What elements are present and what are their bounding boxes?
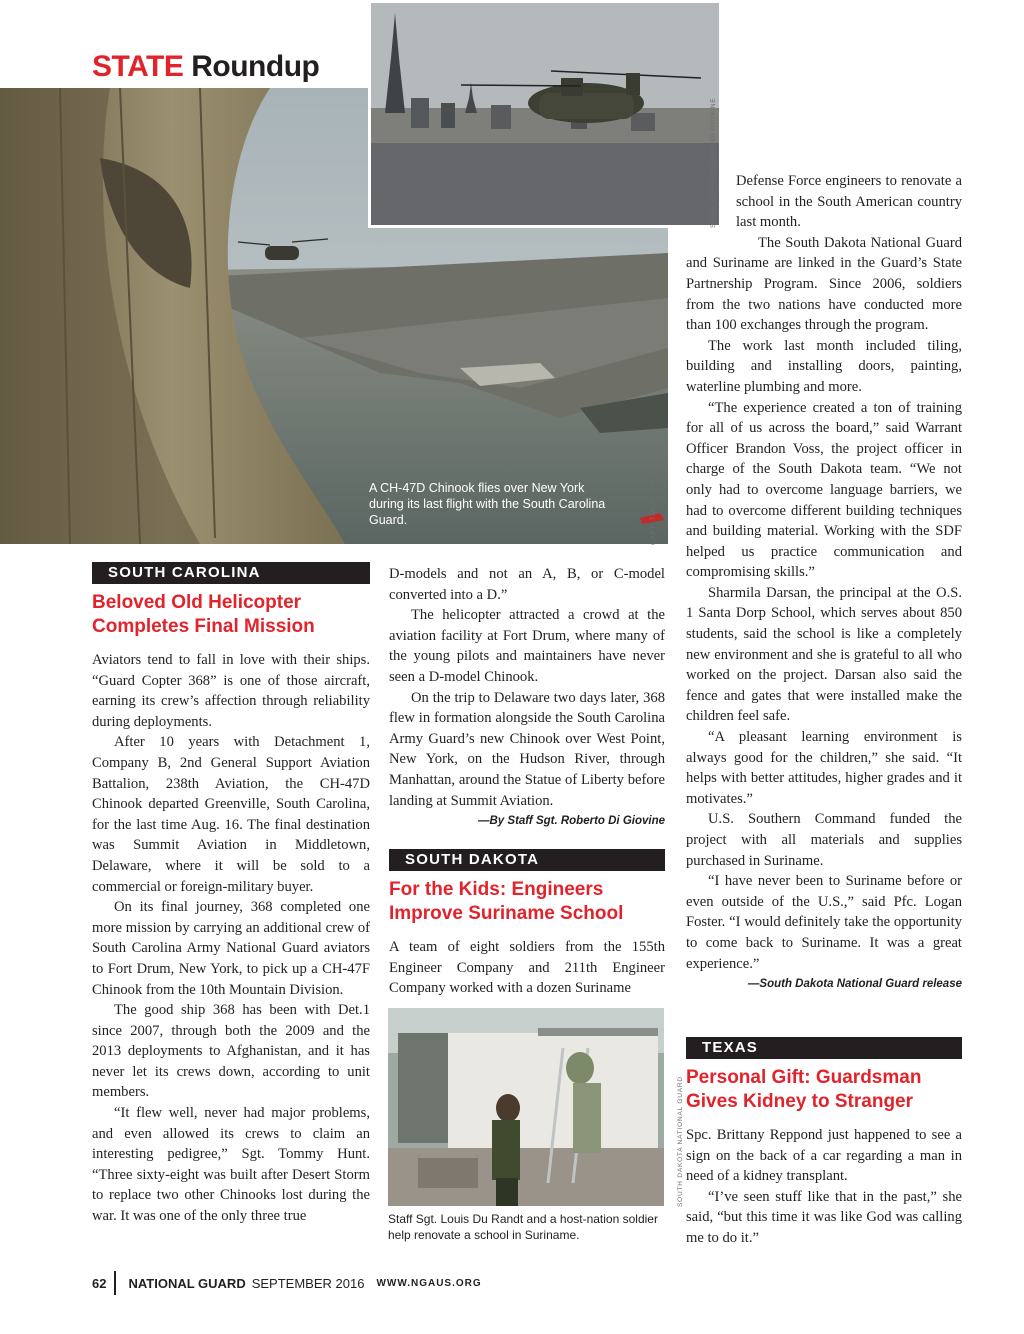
school-photo-credit: SOUTH DAKOTA NATIONAL GUARD [677, 1076, 684, 1207]
texas-headline: Personal Gift: Guardsman Gives Kidney to Stranger [686, 1067, 922, 1112]
sd-paragraph: A team of eight soldiers from the 155th Engineer Company and 211th Engineer Company worked with a dozen Suriname [389, 939, 665, 997]
title-accent: STATE [92, 50, 184, 83]
south-dakota-start [389, 849, 665, 999]
main-photo-caption: A CH-47D Chinook flies over New York during its last flight with the South Carolina Guard. [369, 481, 606, 527]
tx-paragraph: Spc. Brittany Reppond just happened to see a sign on the back of a car regarding a man in need of a kidney transplant. [686, 1127, 962, 1185]
footer-divider [114, 1271, 116, 1295]
south-carolina-byline: —By Staff Sgt. Roberto Di Giovine [478, 815, 665, 828]
texas-section [686, 1037, 962, 1249]
magazine-name: NATIONAL GUARD [128, 1275, 246, 1291]
south-carolina-band: SOUTH CAROLINA [92, 562, 370, 584]
page-title [92, 50, 319, 84]
column-2 [389, 564, 665, 831]
page-number: 62 [92, 1275, 107, 1291]
sd-paragraph: The South Dakota National Guard and Suriname are linked in the Guard’s State Partnership Program. Since 2006, soldiers from the two nations have conducted more than 100 exchanges through the program. [686, 234, 962, 334]
sc-paragraph: Aviators tend to fall in love with their ships. “Guard Copter 368” is one of those aircraft, earning its crew’s affection through reliability during deployments. [92, 652, 370, 730]
school-photo-caption: Staff Sgt. Louis Du Randt and a host-nation soldier help renovate a school in Suriname. [388, 1212, 658, 1242]
issue-date: SEPTEMBER 2016 [251, 1275, 365, 1291]
sd-paragraph: “The experience created a ton of training for all of us across the board,” said Warrant Officer Brandon Voss, the project officer in charge of the South Dakota team. “We not only had to overcome language barriers, we had to overcome different building techniques and building material. Working with the SDF helped us practice communication and compromising skills.” [686, 399, 962, 581]
sc-paragraph: On its final journey, 368 completed one more mission by carrying an additional crew of South Carolina Army National Guard aviators to Fort Drum, New York, to pick up a CH-47F Chinook from the 10th Mountain Division. [92, 899, 370, 998]
chinook-skyline-inset-photo [368, 0, 722, 228]
school-renovation-photo [388, 1008, 664, 1206]
sc-paragraph: After 10 years with Detachment 1, Company B, 2nd General Support Aviation Battalion, 238th Aviation, the CH-47D Chinook departed Greenville, South Carolina, for the last time Aug. 16. The final destination was Summit Aviation in Middletown, Delaware, where it will be sold to a commercial or foreign-military buyer. [92, 734, 370, 895]
sc-paragraph: On the trip to Delaware two days later, 368 flew in formation alongside the South Carolina Army Guard’s new Chinook over West Point, New York, on the Hudson River, through Manhattan, around the Statue of Liberty before landing at Summit Aviation. [389, 689, 665, 809]
sc-paragraph: “It flew well, never had major problems, and even allowed its crews to claim an interesting pedigree,” Sgt. Tommy Hunt. “Three sixty-eight was built after Desert Storm to replace two other Chinooks lost during the war. It was one of the only three true [92, 1105, 370, 1225]
south-carolina-headline: Beloved Old Helicopter Completes Final Mission [92, 592, 315, 637]
tx-paragraph: “I’ve seen stuff like that in the past,” she said, “but this time it was like God was calling me to do it.” [686, 1188, 962, 1246]
title-rest: Roundup [191, 50, 320, 83]
sd-paragraph: U.S. Southern Command funded the project with all materials and supplies purchased in Suriname. [686, 811, 962, 869]
main-photo-credit: CAPT. TIM W. IRVIN [650, 470, 657, 545]
sd-paragraph: “A pleasant learning environment is always good for the children,” she said. “It helps with better attitudes, higher grades and it motivates.” [686, 729, 962, 807]
texas-band: TEXAS [686, 1037, 962, 1059]
column-1 [92, 562, 370, 1227]
inset-photo-credit: STAFF SGT. ROBERTO DI GIOVINE [710, 97, 717, 228]
sc-paragraph: The helicopter attracted a crowd at the aviation facility at Fort Drum, where many of the young pilots and maintainers have never seen a D-model Chinook. [389, 607, 665, 685]
south-dakota-headline: For the Kids: Engineers Improve Suriname School [389, 879, 624, 924]
south-dakota-byline: —South Dakota National Guard release [747, 978, 962, 991]
column-3 [686, 171, 962, 994]
website-link[interactable]: WWW.NGAUS.ORG [376, 1277, 482, 1289]
sd-paragraph: Defense Force engineers to renovate a school in the South American country last month. [736, 173, 962, 231]
sc-paragraph: The good ship 368 has been with Det.1 since 2007, through both the 2009 and the 2013 deployments to Afghanistan, and it has never let its crews down, according to unit members. [92, 1002, 370, 1101]
south-dakota-band: SOUTH DAKOTA [389, 849, 665, 871]
sd-paragraph: Sharmila Darsan, the principal at the O.S. 1 Santa Dorp School, which serves about 850 students, said the school is like a completely new environment and she is grateful to all who worked on the project. Darsan also said the fence and gates that were installed make the children feel safe. [686, 584, 962, 725]
sd-paragraph: “I have never been to Suriname before or even outside of the U.S.,” said Pfc. Logan Foster. “I would definitely take the opportunity to come back to Suriname. It was a great experience.” [686, 873, 962, 972]
sc-paragraph: D-models and not an A, B, or C-model converted into a D.” [389, 566, 665, 603]
page-footer [92, 1271, 482, 1295]
sd-paragraph: The work last month included tiling, building and installing doors, painting, waterline plumbing and more. [686, 337, 962, 395]
